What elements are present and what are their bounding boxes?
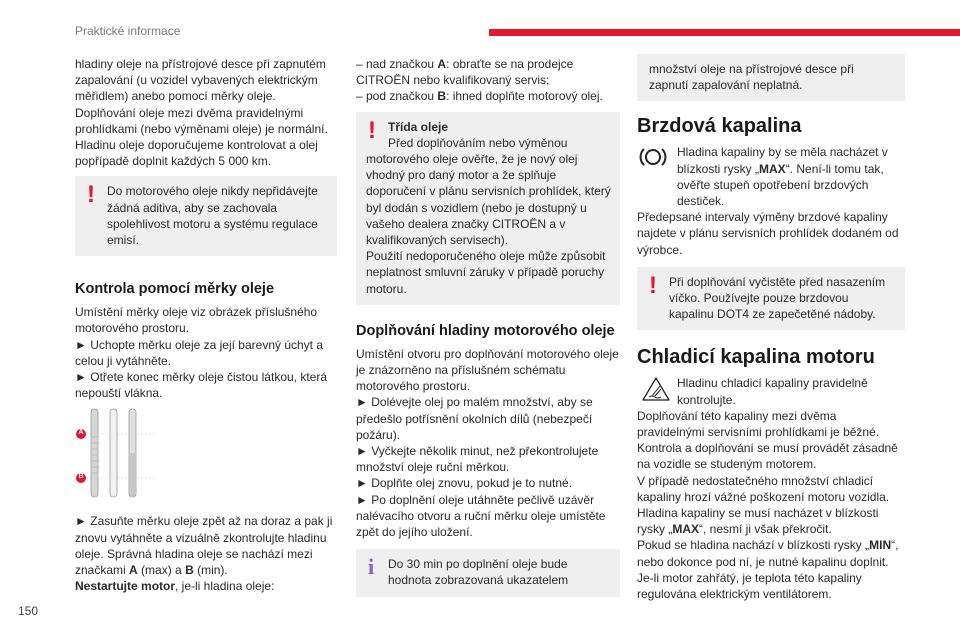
paragraph: Umístění otvoru pro doplňování motorového oleje je znázorněno na příslušném schématu motorového prostoru. [356, 346, 619, 394]
section-heading: Chladicí kapalina motoru [637, 346, 875, 369]
warning-box [75, 176, 337, 256]
warning-icon: ! [649, 271, 657, 299]
section-heading: Doplňování hladiny motorového oleje [356, 322, 615, 339]
brake-level-block [637, 144, 905, 209]
warning-text: Při doplňování vyčistěte před nasazením víčko. Používejte pouze brzdovou kapalinu DOT4 ze zapečetěné nádoby. [669, 274, 886, 322]
coolant-warning-icon [641, 376, 671, 402]
list-item: – nad značkou A: obraťte se na prodejce CITROËN nebo kvalifikovaný servis; [356, 57, 574, 88]
coolant-level-block [637, 375, 905, 407]
bullet-item: ► Zasuňte měrku oleje zpět až na doraz a pak ji znovu vytáhněte a vizuálně zkontrolujte hladinu oleje. Správná hladina oleje se nachází mezi značkami A (max) a B (min). [75, 514, 333, 578]
info-text: množství oleje na přístrojové desce při zapnutí zapalování neplatná. [649, 62, 854, 93]
bullet-icon: ► [356, 395, 368, 410]
paragraph: Hladinu oleje doporučujeme kontrolovat a olej popřípadě doplnit každých 5 000 km. [75, 138, 318, 169]
section-heading: Kontrola pomocí měrky oleje [75, 281, 275, 298]
figure-label-b: B [78, 473, 84, 481]
paragraph: Doplňování oleje mezi dvěma pravidelnými prohlídkami (nebo výměnami oleje) je normální. [75, 105, 328, 136]
list-item: – pod značkou B: ihned doplňte motorový olej. [356, 89, 603, 104]
paragraph: Umístění měrky oleje viz obrázek příslušného motorového prostoru. [75, 305, 318, 336]
info-icon: i [368, 554, 375, 580]
bullet-item: ► Otřete konec měrky oleje čistou látkou, která nepouští vlákna. [75, 370, 328, 401]
bullet-icon: ► [75, 370, 87, 385]
header-accent-bar [489, 29, 960, 36]
figure-label-a: A [78, 429, 84, 437]
section-title: Praktické informace [75, 24, 181, 38]
paragraph: Předepsané intervaly výměny brzdové kapaliny najdete v plánu servisních prohlídek dodaném od výrobce. [637, 210, 899, 257]
bullet-icon: ► [75, 514, 87, 529]
paragraph: Nestartujte motor, je-li hladina oleje: [75, 579, 275, 594]
paragraph: Kontrola a doplňování se musí provádět zásadně na vozidle se studeným motorem. [637, 441, 898, 472]
paragraph: V případě nedostatečného množství chladicí kapaliny hrozí vážné poškození motoru vozidla. [637, 473, 890, 504]
paragraph: hladiny oleje na přístrojové desce při zapnutém zapalování (u vozidel vybavených elektrickým měřidlem) anebo pomocí měrky oleje. [75, 57, 326, 104]
info-text: Do 30 min po doplnění oleje bude hodnota zobrazovaná ukazatelem [388, 557, 569, 588]
info-box [356, 549, 620, 596]
bullet-item: ► Dolévejte olej po malém množství, aby se předešlo potřísnění okolních dílů (nebezpečí požáru). [356, 395, 593, 442]
bullet-icon: ► [356, 444, 368, 459]
warning-icon: ! [87, 181, 95, 209]
paragraph: Je-li motor zahřátý, je teplota této kapaliny regulována elektrickým ventilátorem. [637, 570, 862, 602]
column-1 [75, 56, 337, 594]
paragraph: Hladinu chladicí kapaliny pravidelně kontrolujte. [677, 376, 868, 407]
brake-fluid-icon [639, 146, 667, 168]
paragraph: Doplňování této kapaliny mezi dvěma pravidelnými servisními prohlídkami je běžné. [637, 408, 880, 440]
warning-box [637, 267, 905, 331]
bullet-item: ► Po doplnění oleje utáhněte pečlivě uzávěr nalévacího otvoru a ruční měrku oleje umístěte zpět do jejího uložení. [356, 492, 606, 540]
bullet-icon: ► [356, 492, 368, 507]
paragraph: Hladina kapaliny by se měla nacházet v blízkosti rysky „MAX“. Není-li tomu tak, ověřte stupeň opotřebení brzdových destiček. [677, 145, 888, 209]
warning-text: Do motorového oleje nikdy nepřidávejte žádná aditiva, aby se zachovala spolehlivost motoru a systému regulace emisí. [107, 184, 318, 248]
dipstick-illustration [75, 407, 337, 499]
warning-box [356, 112, 620, 305]
bullet-item: ► Doplňte olej znovu, pokud je to nutné. [356, 476, 573, 491]
info-box-continued [637, 54, 905, 101]
bullet-icon: ► [75, 337, 87, 352]
bullet-item: ► Vyčkejte několik minut, než překontrolujete množství oleje ruční měrkou. [356, 444, 599, 475]
bullet-icon: ► [356, 476, 368, 491]
dipstick-figure [75, 407, 337, 499]
bullet-item: ► Uchopte měrku oleje za její barevný úchyt a celou ji vytáhněte. [75, 337, 324, 368]
paragraph: Hladina kapaliny se musí nacházet v blízkosti rysky „MAX“, nesmí ji však překročit. [637, 506, 879, 537]
box-text: Použití nedoporučeného oleje může způsobit neplatnost smluvní záruky v případě poruchy motoru. [366, 249, 606, 296]
warning-icon: ! [368, 116, 376, 144]
page-number: 150 [18, 604, 39, 618]
box-text: Před doplňováním nebo výměnou motorového oleje ověřte, že je nový olej vhodný pro daný motor a že splňuje doporučení v plánu servisních prohlídek, který byl dodán s vozidlem (nebo je dostupný u vašeho dealera značky CITROËN a v kvalifikovaných servisech). [366, 135, 611, 248]
column-2 [356, 56, 620, 597]
section-heading: Brzdová kapalina [637, 115, 802, 138]
paragraph: Pokud se hladina nachází v blízkosti rysky „MIN“, nebo dokonce pod ní, je nutné kapalinu doplnit. [637, 538, 899, 569]
box-title: Třída oleje [388, 119, 449, 134]
column-3 [637, 56, 905, 602]
